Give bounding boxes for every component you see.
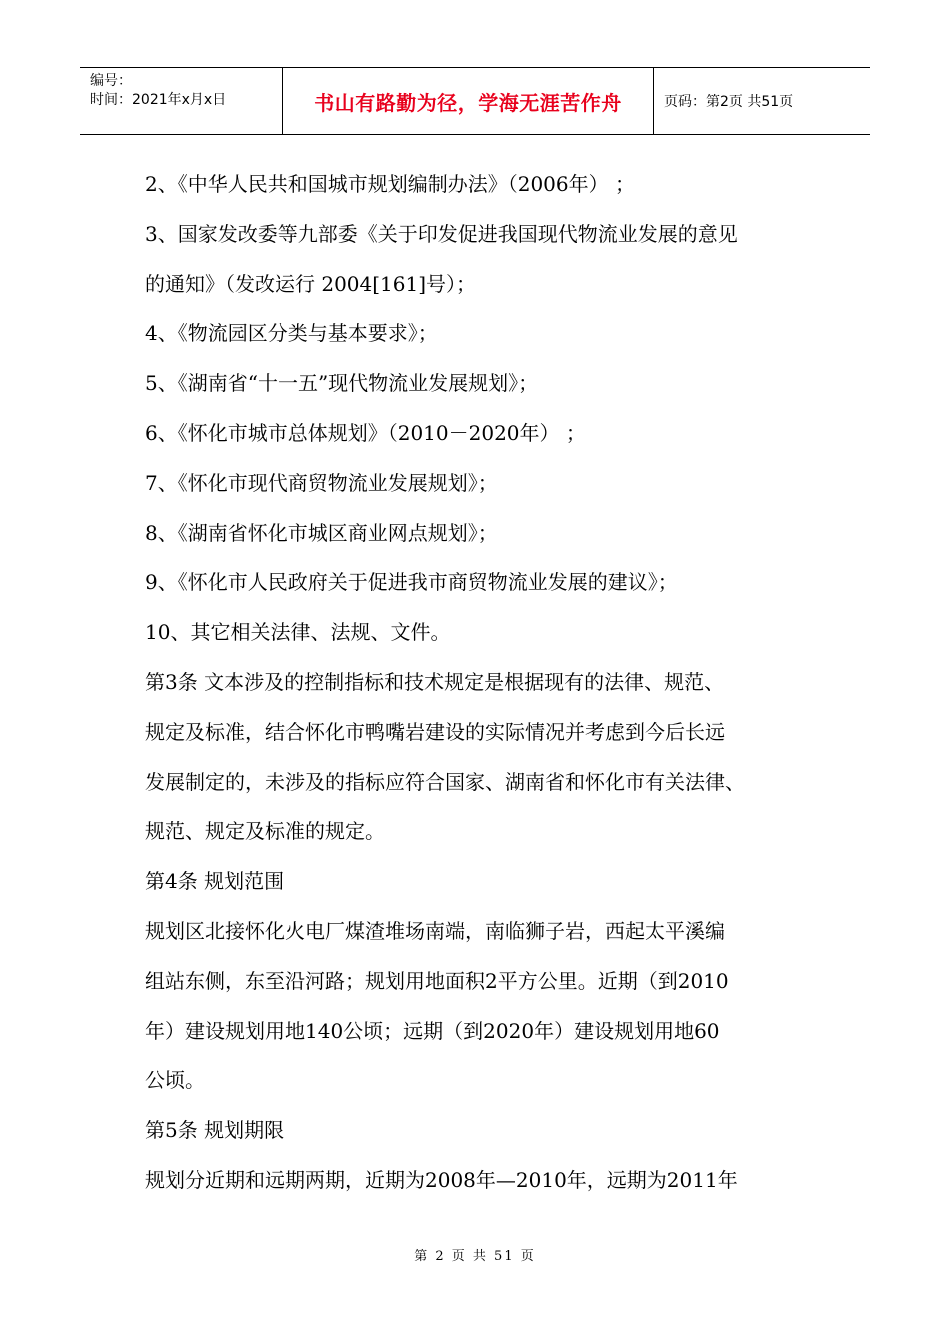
body-line: 3、国家发改委等九部委《关于印发促进我国现代物流业发展的意见 xyxy=(145,221,738,246)
body-line: 10、其它相关法律、法规、文件。 xyxy=(145,620,451,645)
page-footer: 第 2 页 共 51 页 xyxy=(414,1249,536,1264)
article-3-heading: 第3条 文本涉及的控制指标和技术规定是根据现有的法律、规范、 xyxy=(145,669,725,694)
header-motto: 书山有路勤为径，学海无涯苦作舟 xyxy=(282,68,654,134)
page-header xyxy=(80,67,870,135)
body-line: 公顷。 xyxy=(145,1068,205,1093)
article-5-heading: 第5条 规划期限 xyxy=(145,1118,285,1143)
body-line: 规划分近期和远期两期，近期为2008年—2010年，远期为2011年 xyxy=(145,1167,738,1192)
body-line: 规定及标准，结合怀化市鸭嘴岩建设的实际情况并考虑到今后长远 xyxy=(145,719,725,744)
body-line: 7、《怀化市现代商贸物流业发展规划》； xyxy=(145,470,498,495)
body-line: 发展制定的，未涉及的指标应符合国家、湖南省和怀化市有关法律、 xyxy=(145,769,745,794)
body-line: 年）建设规划用地140公顷；远期（到2020年）建设规划用地60 xyxy=(145,1018,720,1043)
body-line: 5、《湖南省“十一五”现代物流业发展规划》； xyxy=(145,371,539,396)
body-line: 6、《怀化市城市总体规划》（2010－2020年） ； xyxy=(145,420,586,445)
body-line: 2、《中华人民共和国城市规划编制办法》（2006年） ； xyxy=(145,172,635,196)
body-line: 规划区北接怀化火电厂煤渣堆场南端，南临狮子岩，西起太平溪编 xyxy=(145,918,725,943)
article-4-heading: 第4条 规划范围 xyxy=(145,869,285,894)
body-line: 9、《怀化市人民政府关于促进我市商贸物流业发展的建议》； xyxy=(145,570,678,595)
body-line: 组站东侧，东至沿河路；规划用地面积2平方公里。近期（到2010 xyxy=(145,968,729,993)
body-line: 4、《物流园区分类与基本要求》； xyxy=(145,321,438,346)
header-meta xyxy=(80,68,282,134)
document-date-label: 时间：2021年x月x日 xyxy=(90,92,227,108)
header-page-number: 页码：第2页 共51页 xyxy=(664,94,794,110)
document-body xyxy=(145,160,835,1206)
body-line: 规范、规定及标准的规定。 xyxy=(145,819,385,844)
body-line: 的通知》（发改运行 2004[161]号）； xyxy=(145,271,477,296)
document-number-label: 编号： xyxy=(90,73,132,89)
body-line: 8、《湖南省怀化市城区商业网点规划》； xyxy=(145,520,498,545)
